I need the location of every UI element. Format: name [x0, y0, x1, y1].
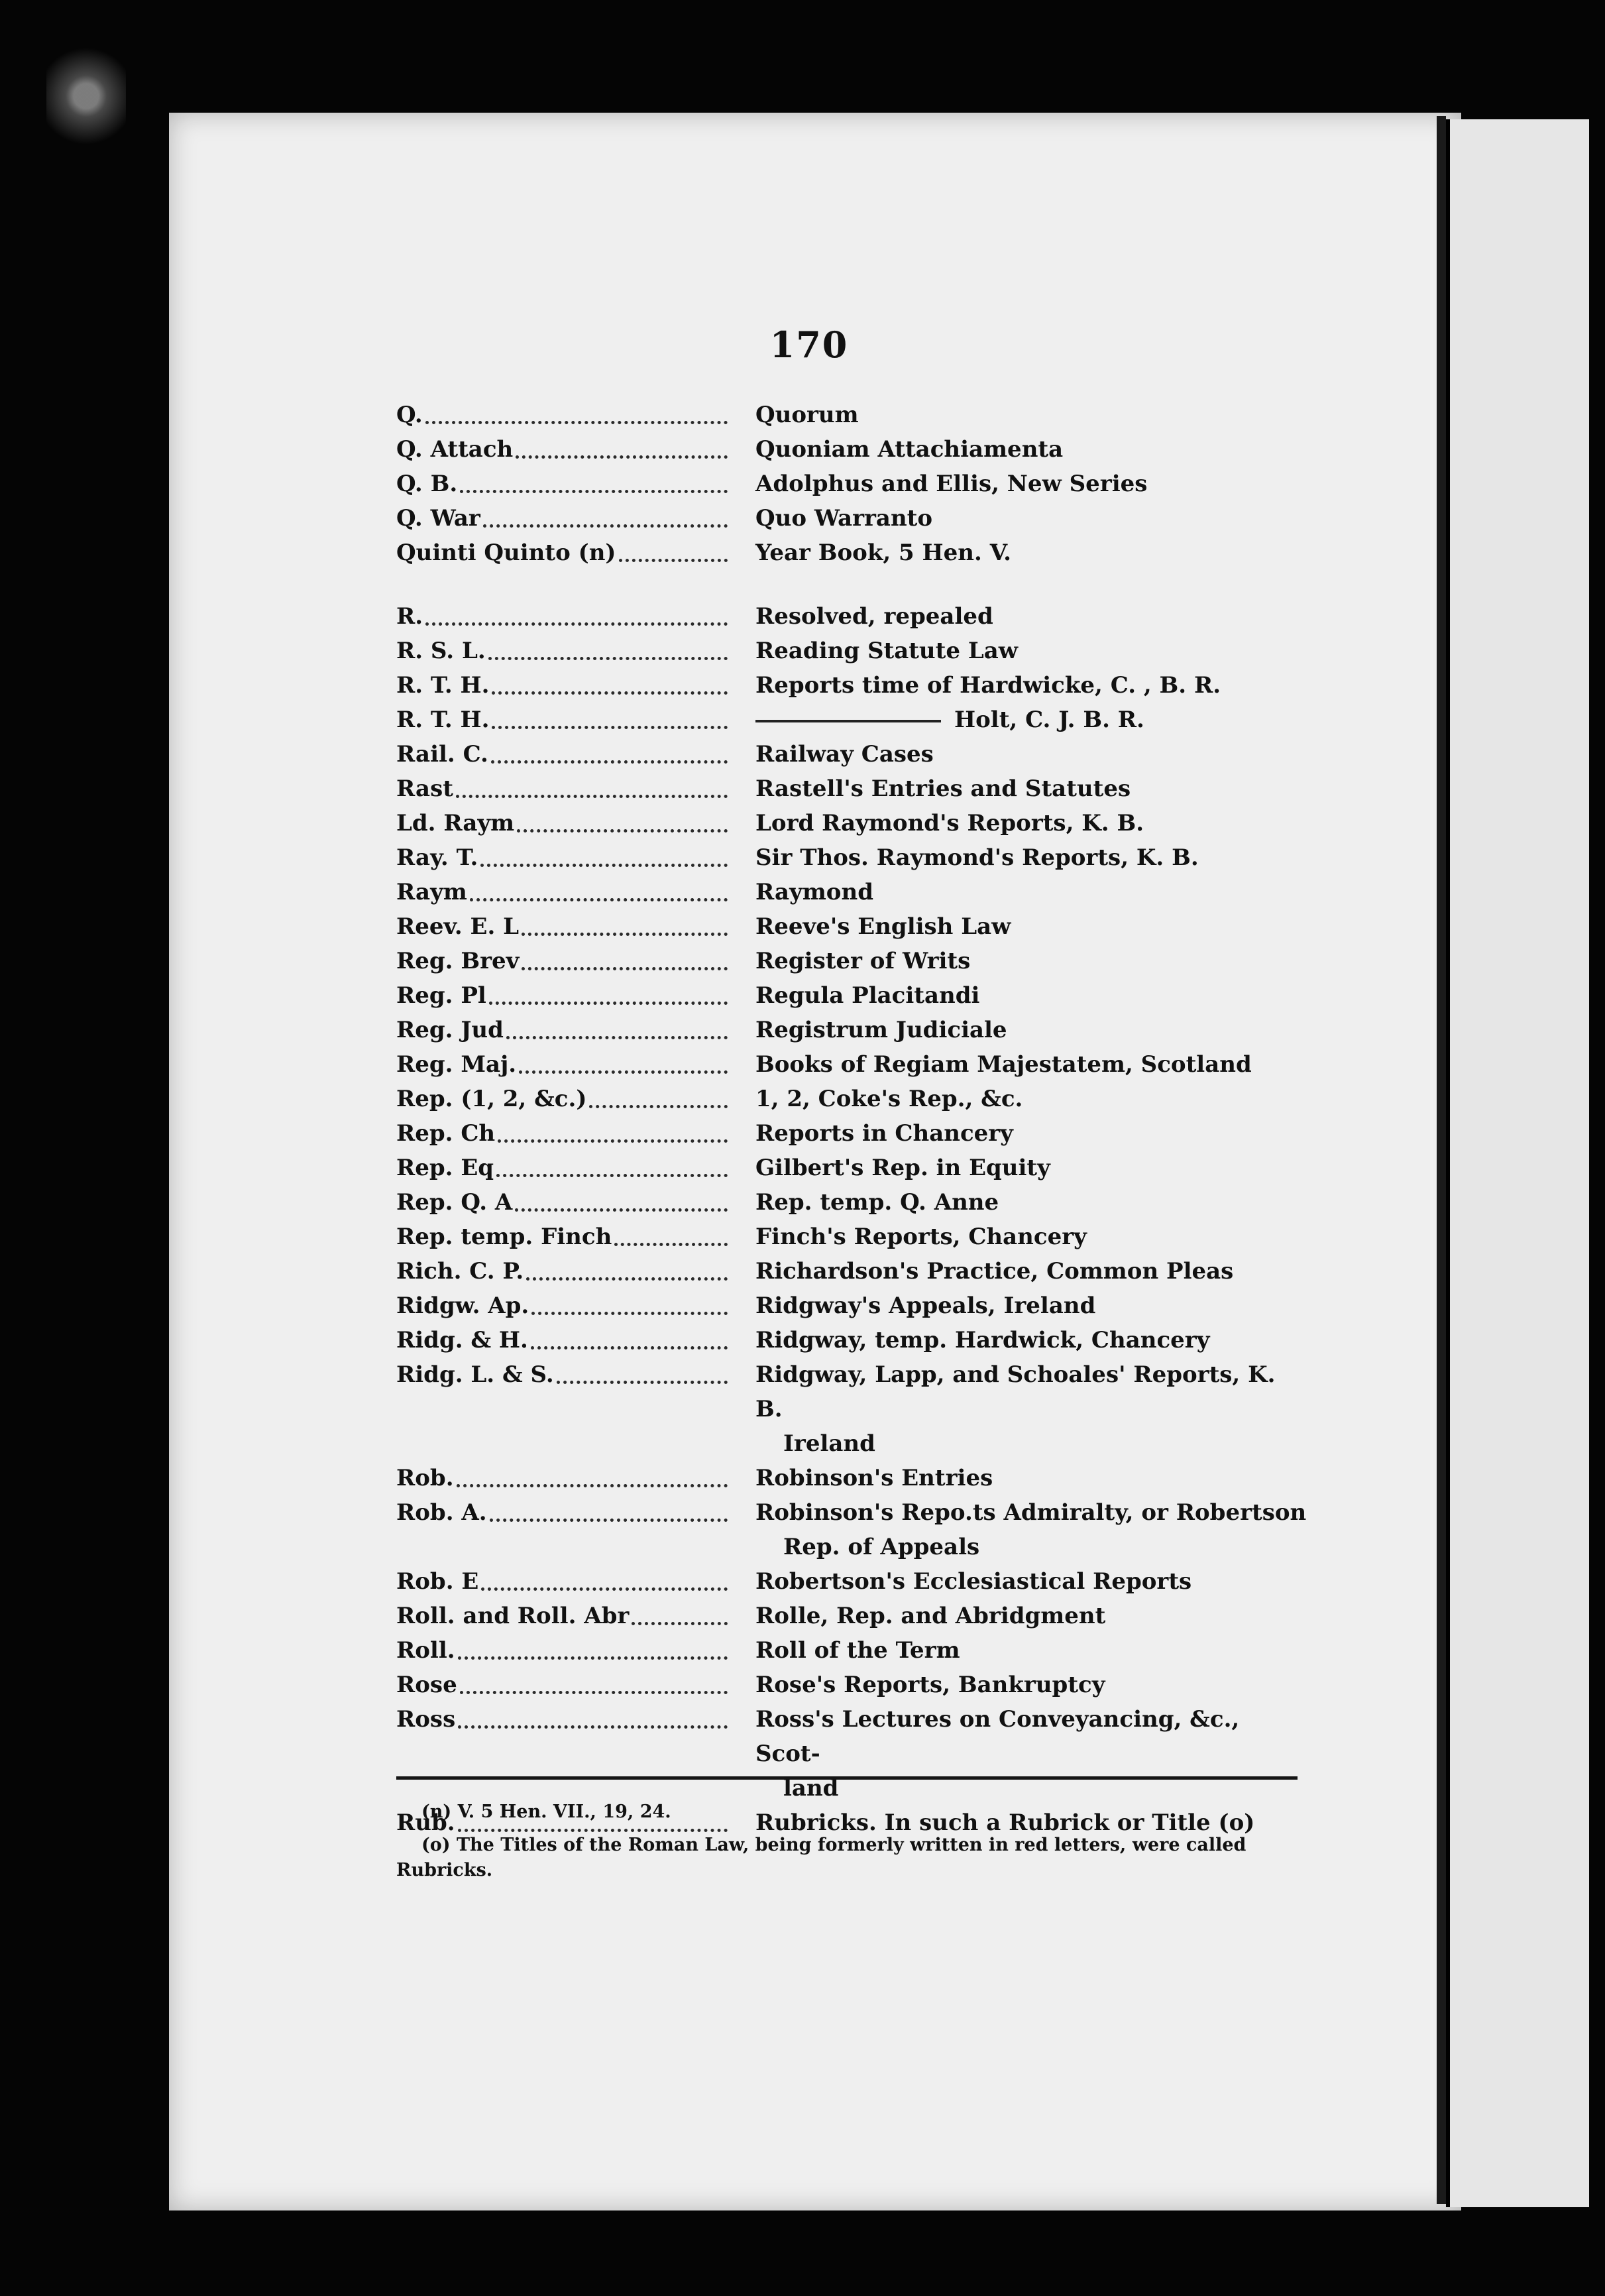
list-item	[396, 1254, 1311, 1289]
abbreviation: Rob.	[396, 1465, 454, 1491]
list-item	[396, 1495, 1311, 1564]
expansion: Ridgway's Appeals, Ireland	[755, 1292, 1096, 1319]
list-item	[396, 1633, 1311, 1668]
leader-dots	[498, 1139, 728, 1143]
expansion: Sir Thos. Raymond's Reports, K. B.	[755, 844, 1199, 871]
leader-dots	[522, 933, 728, 936]
leader-dots	[589, 1105, 728, 1108]
expansion: Rastell's Entries and Statutes	[755, 775, 1131, 802]
list-item	[396, 944, 1311, 978]
leader-dots	[506, 1036, 728, 1039]
abbreviation: R. S. L.	[396, 638, 486, 664]
list-item	[396, 634, 1311, 668]
expansion: Reports time of Hardwicke, C. , B. R.	[755, 672, 1221, 699]
abbreviation: Rich. C. P.	[396, 1258, 524, 1285]
abbreviation: Rose	[396, 1672, 457, 1698]
abbreviation: Rep. temp. Finch	[396, 1224, 612, 1250]
list-item	[396, 703, 1311, 737]
list-item	[396, 1185, 1311, 1220]
expansion: Roll of the Term	[755, 1637, 960, 1664]
abbreviation: Ld. Raym	[396, 810, 515, 836]
leader-dots	[531, 1346, 728, 1349]
list-item	[396, 1116, 1311, 1151]
expansion: Quo Warranto	[755, 505, 933, 532]
list-item	[396, 909, 1311, 944]
expansion: Finch's Reports, Chancery	[755, 1224, 1087, 1250]
expansion: Robinson's Entries	[755, 1465, 993, 1491]
expansion: Books of Regiam Majestatem, Scotland	[755, 1051, 1252, 1078]
list-item	[396, 1564, 1311, 1599]
list-item	[396, 1357, 1311, 1461]
expansion: Reeve's English Law	[755, 913, 1011, 940]
leader-dots	[492, 726, 728, 729]
leader-dots	[425, 421, 728, 424]
expansion: Rubricks. In such a Rubrick or Title (o)	[755, 1809, 1255, 1836]
expansion-continuation: land	[783, 1775, 839, 1802]
list-item	[396, 467, 1311, 501]
leader-dots	[490, 1519, 728, 1522]
ditto-rule	[755, 720, 941, 722]
list-item	[396, 1082, 1311, 1116]
expansion: Quorum	[755, 402, 859, 428]
leader-dots	[526, 1277, 728, 1281]
list-item	[396, 1702, 1311, 1806]
expansion: Ross's Lectures on Conveyancing, &c., Scot-	[755, 1706, 1240, 1767]
list-item	[396, 1047, 1311, 1082]
list-item	[396, 737, 1311, 772]
list-item	[396, 398, 1311, 432]
footnote-n: (n) V. 5 Hen. VII., 19, 24.	[421, 1802, 671, 1822]
expansion: Rolle, Rep. and Abridgment	[755, 1603, 1106, 1629]
expansion: Register of Writs	[755, 948, 971, 974]
expansion: Robinson's Repo.ts Admiralty, or Robertson	[755, 1499, 1307, 1526]
leader-dots	[456, 795, 728, 798]
expansion: Resolved, repealed	[755, 603, 993, 630]
abbreviation: Rob. E	[396, 1568, 479, 1595]
abbreviation: Reg. Brev	[396, 948, 520, 974]
leader-dots	[522, 967, 728, 970]
leader-dots	[483, 524, 728, 528]
page-gutter-edge	[1437, 116, 1446, 2204]
adjacent-page-edge	[1446, 119, 1589, 2207]
abbreviation: Raym	[396, 879, 467, 905]
leader-dots	[488, 657, 728, 660]
expansion: Lord Raymond's Reports, K. B.	[755, 810, 1144, 836]
list-item	[396, 1323, 1311, 1357]
abbreviation: Ridg. L. & S.	[396, 1361, 554, 1388]
leader-dots	[480, 864, 728, 867]
abbreviation: Reev. E. L	[396, 913, 520, 940]
abbreviation: Reg. Maj.	[396, 1051, 517, 1078]
leader-dots	[458, 1656, 728, 1660]
leader-dots	[491, 760, 728, 764]
abbreviation: Ross	[396, 1706, 456, 1733]
leader-dots	[516, 455, 728, 459]
expansion: Rep. temp. Q. Anne	[755, 1189, 999, 1216]
leader-dots	[519, 1070, 728, 1074]
leader-dots	[460, 490, 728, 493]
abbreviation: Rob. A.	[396, 1499, 487, 1526]
leader-dots	[517, 829, 728, 832]
abbreviation: Rub.	[396, 1809, 455, 1836]
leader-dots	[496, 1174, 728, 1177]
footnote-o: (o) The Titles of the Roman Law, being formerly written in red letters, were called Rubricks.	[396, 1835, 1246, 1880]
expansion: Richardson's Practice, Common Pleas	[755, 1258, 1234, 1285]
leader-dots	[458, 1725, 728, 1729]
expansion: Quoniam Attachiamenta	[755, 436, 1064, 463]
abbreviation: Q.	[396, 402, 423, 428]
list-item	[396, 1220, 1311, 1254]
abbreviation: Ridg. & H.	[396, 1327, 528, 1353]
abbreviation: R.	[396, 603, 423, 630]
abbreviation: Rep. Q. A	[396, 1189, 513, 1216]
list-item	[396, 1013, 1311, 1047]
expansion: Registrum Judiciale	[755, 1017, 1007, 1043]
abbreviation: Q. B.	[396, 471, 458, 497]
expansion: Year Book, 5 Hen. V.	[755, 540, 1011, 566]
abbreviation: Rep. Eq	[396, 1155, 494, 1181]
leader-dots	[425, 622, 728, 626]
leader-dots	[457, 1484, 728, 1487]
leader-dots	[492, 691, 728, 695]
expansion: Reports in Chancery	[755, 1120, 1013, 1147]
scan-blemish	[46, 40, 126, 152]
abbreviation: Rep. (1, 2, &c.)	[396, 1086, 587, 1112]
list-item	[396, 840, 1311, 875]
expansion: Regula Placitandi	[755, 982, 980, 1009]
abbreviation: Quinti Quinto (n)	[396, 540, 616, 566]
footnotes	[396, 1800, 1298, 1891]
abbreviation: Rast	[396, 775, 453, 802]
list-item	[396, 432, 1311, 467]
abbreviation: Ray. T.	[396, 844, 478, 871]
list-item	[396, 1599, 1311, 1633]
expansion: Reading Statute Law	[755, 638, 1019, 664]
expansion: Adolphus and Ellis, New Series	[755, 471, 1148, 497]
expansion: Rose's Reports, Bankruptcy	[755, 1672, 1105, 1698]
expansion: Robertson's Ecclesiastical Reports	[755, 1568, 1192, 1595]
abbreviation: Rep. Ch	[396, 1120, 496, 1147]
abbreviation: Rail. C.	[396, 741, 488, 768]
page-number: 170	[769, 323, 849, 366]
list-item	[396, 1151, 1311, 1185]
leader-dots	[531, 1312, 728, 1315]
expansion: 1, 2, Coke's Rep., &c.	[755, 1086, 1023, 1112]
expansion-continuation: Rep. of Appeals	[783, 1534, 980, 1560]
list-item	[396, 806, 1311, 840]
expansion-continuation: Ireland	[783, 1430, 875, 1457]
abbreviation: Roll. and Roll. Abr	[396, 1603, 630, 1629]
list-item	[396, 668, 1311, 703]
footnote-divider	[396, 1776, 1298, 1780]
leader-dots	[515, 1208, 728, 1212]
abbreviation: Ridgw. Ap.	[396, 1292, 529, 1319]
abbreviation: R. T. H.	[396, 672, 490, 699]
abbreviation: Q. Attach	[396, 436, 514, 463]
list-item	[396, 772, 1311, 806]
abbreviation-list	[396, 398, 1311, 1840]
leader-dots	[460, 1691, 728, 1694]
list-item	[396, 1289, 1311, 1323]
expansion: Ridgway, Lapp, and Schoales' Reports, K. B.	[755, 1361, 1276, 1422]
leader-dots	[619, 559, 728, 562]
leader-dots	[557, 1381, 728, 1384]
leader-dots	[481, 1587, 728, 1591]
expansion: Raymond	[755, 879, 873, 905]
list-item	[396, 501, 1311, 536]
list-item	[396, 978, 1311, 1013]
abbreviation: Reg. Pl	[396, 982, 486, 1009]
list-item	[396, 536, 1311, 570]
abbreviation: R. T. H.	[396, 707, 490, 733]
expansion: Railway Cases	[755, 741, 934, 768]
expansion: Gilbert's Rep. in Equity	[755, 1155, 1050, 1181]
list-item	[396, 1668, 1311, 1702]
abbreviation: Roll.	[396, 1637, 455, 1664]
expansion: Ridgway, temp. Hardwick, Chancery	[755, 1327, 1210, 1353]
leader-dots	[614, 1243, 728, 1246]
abbreviation: Reg. Jud	[396, 1017, 504, 1043]
list-item	[396, 875, 1311, 909]
leader-dots	[632, 1622, 728, 1625]
list-item	[396, 1461, 1311, 1495]
leader-dots	[489, 1002, 728, 1005]
list-item	[396, 599, 1311, 634]
abbreviation: Q. War	[396, 505, 480, 532]
leader-dots	[470, 898, 728, 901]
expansion: Holt, C. J. B. R.	[954, 707, 1144, 733]
